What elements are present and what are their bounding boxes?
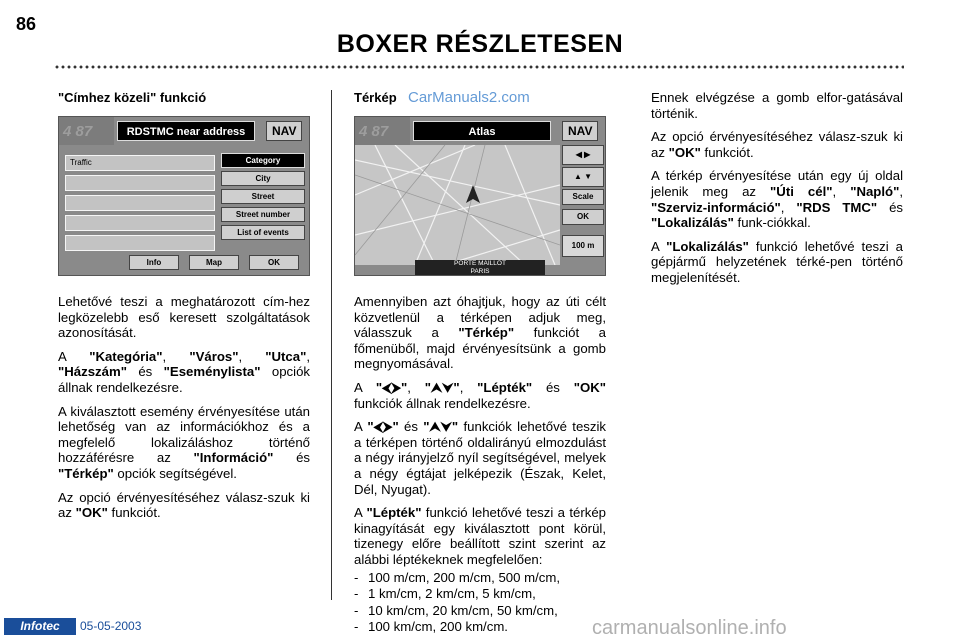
column-3-text [651, 90, 903, 294]
screen-title: RDSTMC near address [117, 121, 255, 141]
paragraph: Az opció érvényesítéséhez válasz-szuk ki az "OK" funkciót. [58, 489, 310, 521]
left-right-button[interactable]: ◀ ▶ [562, 145, 604, 165]
map-caption: PORTE MAILLOT PARIS [415, 260, 545, 276]
section-heading-near-address: "Címhez közeli" funkció [58, 90, 207, 105]
paragraph: A "Lépték" funkció lehetővé teszi a térkép kinagyítását egy kiválasztott pont körül, tizenegy előre beállított szint szerint az alábbi léptékeknek megfelelően: [354, 505, 606, 567]
list-item: - 100 m/cm, 200 m/cm, 500 m/cm, [354, 570, 606, 586]
street-button[interactable]: Street [221, 189, 305, 204]
map-roads [355, 145, 560, 265]
scale-readout: 100 m [562, 235, 604, 257]
nav-tag: NAV [562, 121, 598, 141]
list-item [65, 235, 215, 251]
list-item: - 10 km/cm, 20 km/cm, 50 km/cm, [354, 603, 606, 619]
map-button[interactable]: Map [189, 255, 239, 270]
list-item [65, 195, 215, 211]
brand-logo: 4 87 [355, 117, 410, 145]
paragraph: A "Lokalizálás" funkció lehetővé teszi a gépjármű helyzetének térké-pen történő megjelenítését. [651, 238, 903, 285]
column-divider [331, 90, 332, 600]
list-item: - 100 km/cm, 200 km/cm. [354, 619, 606, 635]
paragraph: A "⮜⮞" és "⮝⮟" funkciók lehetővé teszik a térképen történő oldalirányú elmozdulást a négy irányjelző nyíl segítségével, melyek a négy égtájat jelképezik (Észak, Kelet, Dél, Nyugat). [354, 419, 606, 497]
paragraph: A kiválasztott esemény érvényesítése után lehetőség van az információkhoz és a megfelelő lokalizáláshoz történő hozzáférésre az "Információ" és "Térkép" opciók segítségével. [58, 403, 310, 481]
column-1-text [58, 294, 310, 529]
watermark-top: CarManuals2.com [408, 89, 530, 106]
list-of-events-button[interactable]: List of events [221, 225, 305, 240]
city-button[interactable]: City [221, 171, 305, 186]
map-view[interactable] [355, 145, 560, 265]
column-1 [58, 90, 310, 106]
scale-list [354, 570, 606, 635]
section-heading-map: Térkép [354, 90, 397, 105]
list-item: - 1 km/cm, 2 km/cm, 5 km/cm, [354, 586, 606, 602]
page-number: 86 [16, 14, 37, 34]
screen-near-address [58, 116, 310, 276]
list-item [65, 215, 215, 231]
scale-button[interactable]: Scale [562, 189, 604, 205]
brand-logo: 4 87 [59, 117, 114, 145]
ok-button[interactable]: OK [562, 209, 604, 225]
category-button[interactable]: Category [221, 153, 305, 168]
vehicle-arrow-icon [466, 185, 480, 203]
infotec-logo: Infotec [4, 618, 76, 635]
watermark-bottom: carmanualsonline.info [592, 617, 787, 639]
dotted-separator [54, 64, 904, 70]
list-item: Traffic [65, 155, 215, 171]
screen-atlas [354, 116, 606, 276]
paragraph: Ennek elvégzése a gomb elfor-gatásával történik. [651, 90, 903, 121]
paragraph: Amennyiben azt óhajtjuk, hogy az úti célt közvetlenül a térképen adjuk meg, válasszuk a "Térkép" funkciót a főmenüből, majd érvényesítsünk a gomb megnyomásával. [354, 294, 606, 372]
paragraph: A térkép érvényesítése után egy új oldal jelenik meg az "Úti cél", "Napló", "Szerviz-információ", "RDS TMC" és "Lokalizálás" funk-ciókkal. [651, 168, 904, 231]
ok-button[interactable]: OK [249, 255, 299, 270]
list-item [65, 175, 215, 191]
paragraph: A "Kategória", "Város", "Utca", "Házszám" és "Eseménylista" opciók állnak rendelkezésre. [58, 348, 311, 395]
up-down-button[interactable]: ▲ ▼ [562, 167, 604, 187]
street-number-button[interactable]: Street number [221, 207, 305, 222]
paragraph: Lehetővé teszi a meghatározott cím-hez legközelebb eső keresett szolgáltatások azonosítását. [58, 294, 310, 341]
paragraph: A "⮜⮞", "⮝⮟", "Lépték" és "OK" funkciók állnak rendelkezésre. [354, 379, 606, 411]
screen-title: Atlas [413, 121, 551, 141]
nav-tag: NAV [266, 121, 302, 141]
paragraph: Az opció érvényesítéséhez válasz-szuk ki az "OK" funkciót. [651, 129, 903, 160]
info-button[interactable]: Info [129, 255, 179, 270]
page-title: BOXER RÉSZLETESEN [336, 30, 624, 58]
column-2-text [354, 294, 606, 636]
footer-date: 05-05-2003 [80, 619, 142, 633]
